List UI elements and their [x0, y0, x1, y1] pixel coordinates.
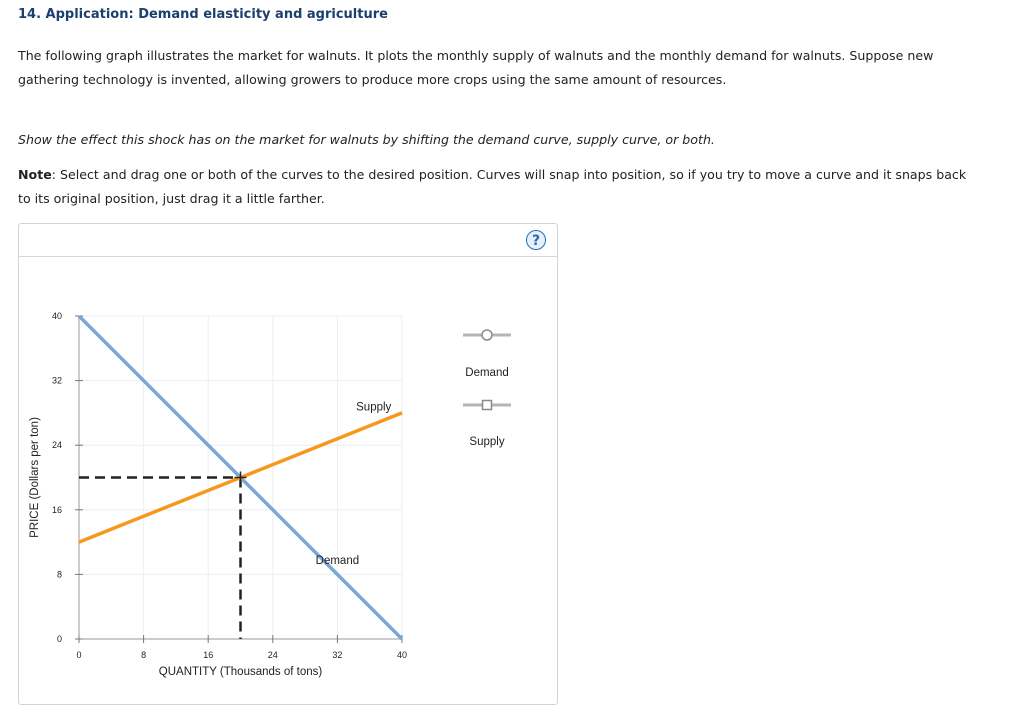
note-text: : Select and drag one or both of the curves to the desired position. Curves will snap into position, so if you try to move a curve and it snaps back to its original position, just drag it a little farther. — [18, 167, 967, 206]
x-tick-label: 32 — [332, 650, 343, 660]
x-tick-label: 8 — [141, 650, 147, 660]
x-tick-label: 24 — [267, 650, 278, 660]
y-tick-label: 24 — [51, 440, 62, 451]
x-axis-title: QUANTITY (Thousands of tons) — [158, 666, 323, 678]
x-tick-label: 40 — [396, 650, 408, 660]
supply-palette-label: Supply — [469, 436, 505, 448]
y-tick-label: 40 — [51, 311, 62, 321]
question-paragraph: The following graph illustrates the market for walnuts. It plots the monthly supply of walnuts and the monthly demand for walnuts. Suppose new gathering technology is invented, allowing growers to produce more crops using the same amount of resources. — [18, 48, 934, 87]
x-tick-label: 16 — [203, 650, 214, 660]
x-tick-label: 0 — [76, 650, 82, 660]
supply-curve-label: Supply — [356, 401, 392, 414]
y-tick-label: 8 — [56, 569, 62, 580]
help-button[interactable]: ? — [526, 230, 546, 250]
square-marker-icon[interactable] — [483, 401, 492, 410]
question-title: 14. Application: Demand elasticity and agriculture — [18, 7, 388, 22]
demand-palette-label: Demand — [465, 367, 509, 379]
demand-curve-label: Demand — [315, 554, 360, 567]
note-label: Note — [18, 167, 52, 182]
y-tick-label: 16 — [51, 504, 62, 515]
y-tick-label: 32 — [51, 375, 62, 386]
y-axis-title: PRICE (Dollars per ton) — [29, 417, 41, 538]
y-tick-label: 0 — [56, 634, 62, 644]
circle-marker-icon[interactable] — [482, 330, 492, 340]
instruction-text: Show the effect this shock has on the market for walnuts by shifting the demand curve, supply curve, or both. — [18, 132, 715, 147]
